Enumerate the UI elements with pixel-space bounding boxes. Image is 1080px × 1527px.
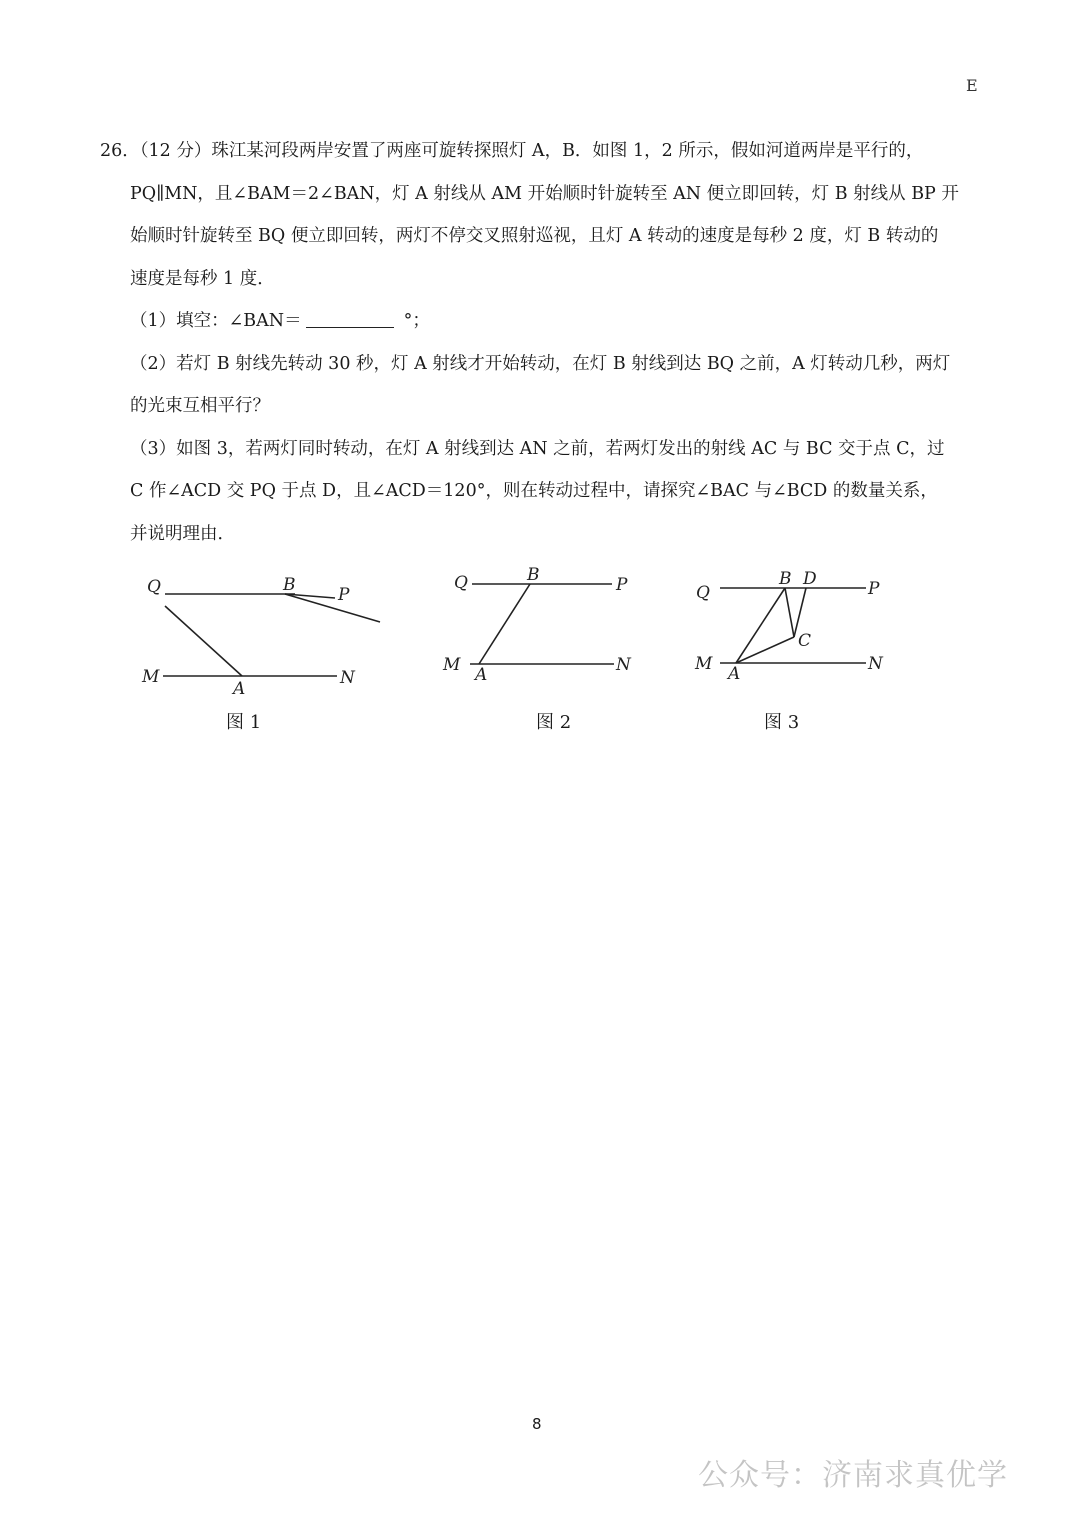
figure-1-diagram — [135, 560, 385, 700]
part-1-prefix: （1）填空：∠BAN＝ — [130, 311, 302, 331]
figure-2 — [440, 560, 640, 690]
label-m: M — [443, 655, 461, 675]
label-b: B — [527, 565, 540, 585]
part-3-line-3: 并说明理由． — [130, 523, 235, 544]
watermark: 公众号：济南求真优学 — [698, 1458, 1008, 1493]
page-number: 8 — [532, 1415, 542, 1433]
label-a: A — [233, 679, 246, 699]
figure-1-caption: 图 1 — [226, 712, 262, 733]
label-c: C — [798, 631, 812, 651]
label-a: A — [728, 664, 741, 684]
question-number: 26． — [100, 141, 140, 161]
label-n: N — [616, 655, 631, 675]
question-intro-line-3: 始顺时针旋转至 BQ 便立即回转，两灯不停交叉照射巡视，且灯 A 转动的速度是每秒 2 度，灯 B 转动的 — [130, 226, 939, 246]
label-q: Q — [454, 573, 468, 593]
corner-mark: E — [966, 76, 978, 95]
question-intro-line-4: 速度是每秒 1 度． — [130, 268, 275, 289]
label-p: P — [338, 585, 350, 605]
label-b: B — [779, 569, 792, 589]
segment-bc — [785, 588, 794, 637]
part-1 — [100, 300, 985, 343]
part-2-line-2: 的光束互相平行？ — [130, 396, 270, 416]
label-a: A — [475, 665, 488, 685]
figure-2-caption: 图 2 — [536, 712, 572, 733]
label-m: M — [142, 667, 160, 687]
part-3-line-2: C 作∠ACD 交 PQ 于点 D，且∠ACD＝120°，则在转动过程中，请探究∠BAC 与∠BCD 的数量关系， — [130, 481, 938, 501]
question-score: （12 分） — [139, 141, 212, 161]
question-intro-line-1 — [100, 130, 985, 173]
figure-3 — [690, 560, 890, 690]
label-b: B — [283, 575, 296, 595]
part-1-suffix: °； — [403, 311, 430, 331]
label-n: N — [340, 668, 355, 688]
figure-3-diagram — [690, 560, 890, 690]
figure-1 — [135, 560, 385, 700]
part-3-line-1: （3）如图 3，若两灯同时转动，在灯 A 射线到达 AN 之前，若两灯发出的射线 AC 与 BC 交于点 C，过 — [130, 438, 945, 459]
label-q: Q — [696, 583, 710, 603]
question-26 — [100, 130, 985, 555]
figure-3-caption: 图 3 — [764, 712, 800, 733]
question-intro-line-2: PQ∥MN，且∠BAM＝2∠BAN，灯 A 射线从 AM 开始顺时针旋转至 AN 便立即回转，灯 B 射线从 BP 开 — [130, 183, 959, 204]
label-m: M — [695, 654, 713, 674]
segment-ab — [479, 584, 530, 664]
figure-2-diagram — [440, 560, 640, 690]
label-p: P — [616, 575, 628, 595]
segment-cd — [794, 588, 806, 637]
answer-blank[interactable] — [306, 309, 394, 328]
label-q: Q — [147, 577, 161, 597]
ray-a-beam — [165, 606, 242, 676]
question-intro-text-1: 珠江某河段两岸安置了两座可旋转探照灯 A，B．如图 1，2 所示，假如河道两岸是平行的， — [211, 141, 924, 161]
label-d: D — [803, 569, 817, 589]
label-p: P — [868, 579, 880, 599]
label-n: N — [868, 654, 883, 674]
part-2-line-1: （2）若灯 B 射线先转动 30 秒，灯 A 射线才开始转动，在灯 B 射线到达 BQ 之前，A 灯转动几秒，两灯 — [130, 353, 951, 374]
